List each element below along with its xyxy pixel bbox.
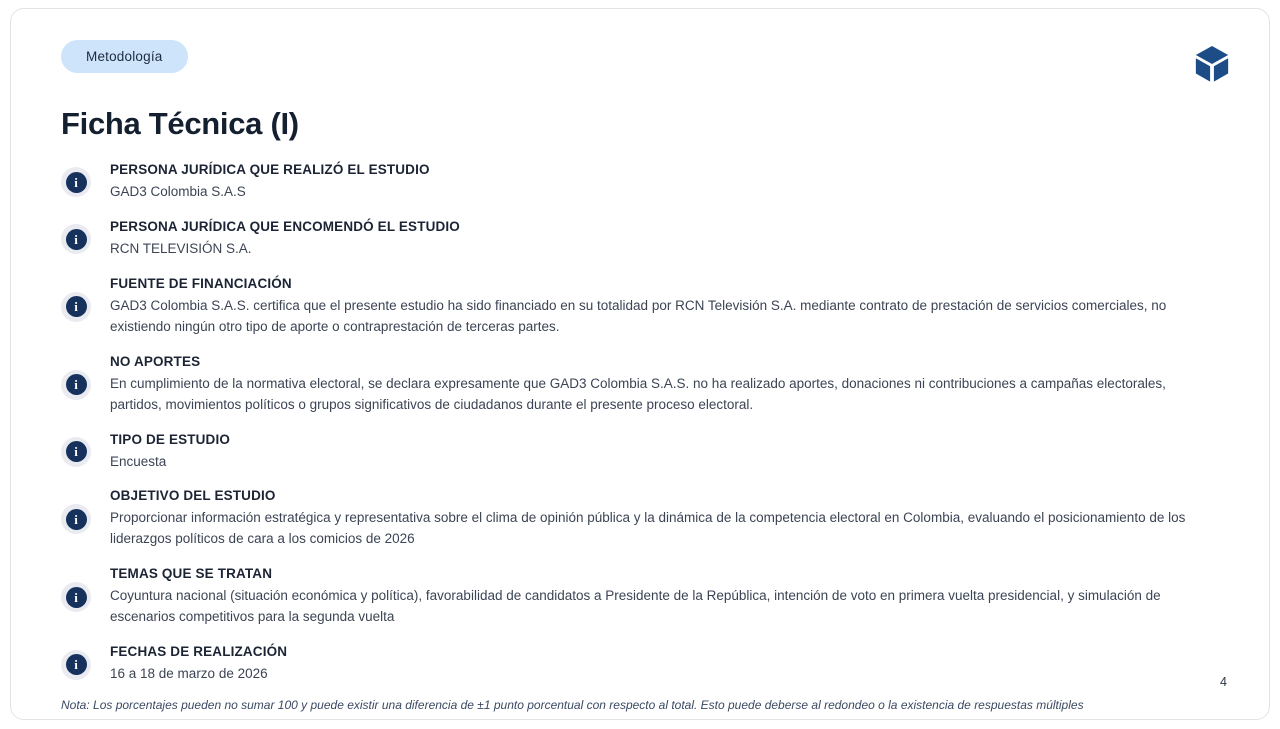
list-item (61, 566, 1207, 628)
item-heading: PERSONA JURÍDICA QUE ENCOMENDÓ EL ESTUDIO (110, 218, 460, 234)
item-text (110, 432, 1207, 473)
cube-logo-icon (1193, 44, 1231, 84)
info-icon-glyph: i (66, 441, 87, 462)
item-text (110, 566, 1207, 628)
list-item (61, 276, 1207, 338)
item-text (110, 219, 1207, 260)
info-icon (61, 167, 91, 197)
section-badge: Metodología (61, 40, 188, 73)
page-title: Ficha Técnica (I) (61, 106, 299, 141)
info-icon-glyph: i (66, 654, 87, 675)
info-icon-glyph: i (66, 296, 87, 317)
info-icon-glyph: i (66, 509, 87, 530)
item-heading: OBJETIVO DEL ESTUDIO (110, 488, 276, 504)
list-item (61, 162, 1207, 203)
info-icon-glyph: i (66, 374, 87, 395)
info-icon (61, 292, 91, 322)
list-item (61, 354, 1207, 416)
item-text (110, 354, 1207, 416)
item-heading: FUENTE DE FINANCIACIÓN (110, 275, 292, 291)
ficha-items-list (11, 142, 1269, 685)
info-icon-glyph: i (66, 587, 87, 608)
item-body: 16 a 18 de marzo de 2026 (110, 666, 268, 682)
item-heading: TIPO DE ESTUDIO (110, 431, 231, 447)
item-body: Encuesta (110, 453, 167, 469)
item-body: GAD3 Colombia S.A.S. certifica que el presente estudio ha sido financiado en su totalidad por RCN Televisión S.A. mediante contrato de prestación de servicios comerciales, no existiendo ningún otro tipo de aporte o contraprestación de terceras partes. (110, 297, 1167, 334)
info-icon-glyph: i (66, 229, 87, 250)
footnote: Nota: Los porcentajes pueden no sumar 100 y puede existir una diferencia de ±1 punto porcentual con respecto al total. Esto puede deberse al redondeo o la existencia de respuestas múltiples (61, 698, 1084, 712)
info-icon (61, 650, 91, 680)
list-item (61, 432, 1207, 473)
item-body: GAD3 Colombia S.A.S (110, 184, 246, 199)
list-item (61, 644, 1207, 685)
info-icon-glyph: i (66, 172, 87, 193)
info-icon (61, 437, 91, 467)
item-text (110, 644, 1207, 685)
info-icon (61, 504, 91, 534)
item-text (110, 488, 1207, 550)
item-text (110, 276, 1207, 338)
page-number: 4 (1220, 675, 1227, 689)
list-item (61, 488, 1207, 550)
item-text (110, 162, 1207, 203)
item-heading: PERSONA JURÍDICA QUE REALIZÓ EL ESTUDIO (110, 162, 430, 177)
slide-card (10, 8, 1270, 720)
item-heading: NO APORTES (110, 353, 201, 369)
info-icon (61, 224, 91, 254)
item-body: Coyuntura nacional (situación económica y política), favorabilidad de candidatos a Presidente de la República, intención de voto en primera vuelta presidencial, y simulación de escenarios competitivos para la segunda vuelta (110, 588, 1161, 625)
list-item (61, 219, 1207, 260)
item-body: Proporcionar información estratégica y representativa sobre el clima de opinión pública y la dinámica de la competencia electoral en Colombia, evaluando el posicionamiento de los liderazgos políticos de cara a los comicios de 2026 (110, 510, 1186, 547)
slide-header (11, 9, 1269, 84)
info-icon (61, 582, 91, 612)
info-icon (61, 370, 91, 400)
item-body: En cumplimiento de la normativa electoral, se declara expresamente que GAD3 Colombia S.A.S. no ha realizado aportes, donaciones ni contribuciones a campañas electorales, partidos, movimientos políticos o grupos significativos de ciudadanos durante el presente proceso electoral. (110, 375, 1166, 412)
item-heading: FECHAS DE REALIZACIÓN (110, 644, 288, 660)
item-heading: TEMAS QUE SE TRATAN (110, 566, 273, 582)
item-body: RCN TELEVISIÓN S.A. (110, 240, 252, 256)
